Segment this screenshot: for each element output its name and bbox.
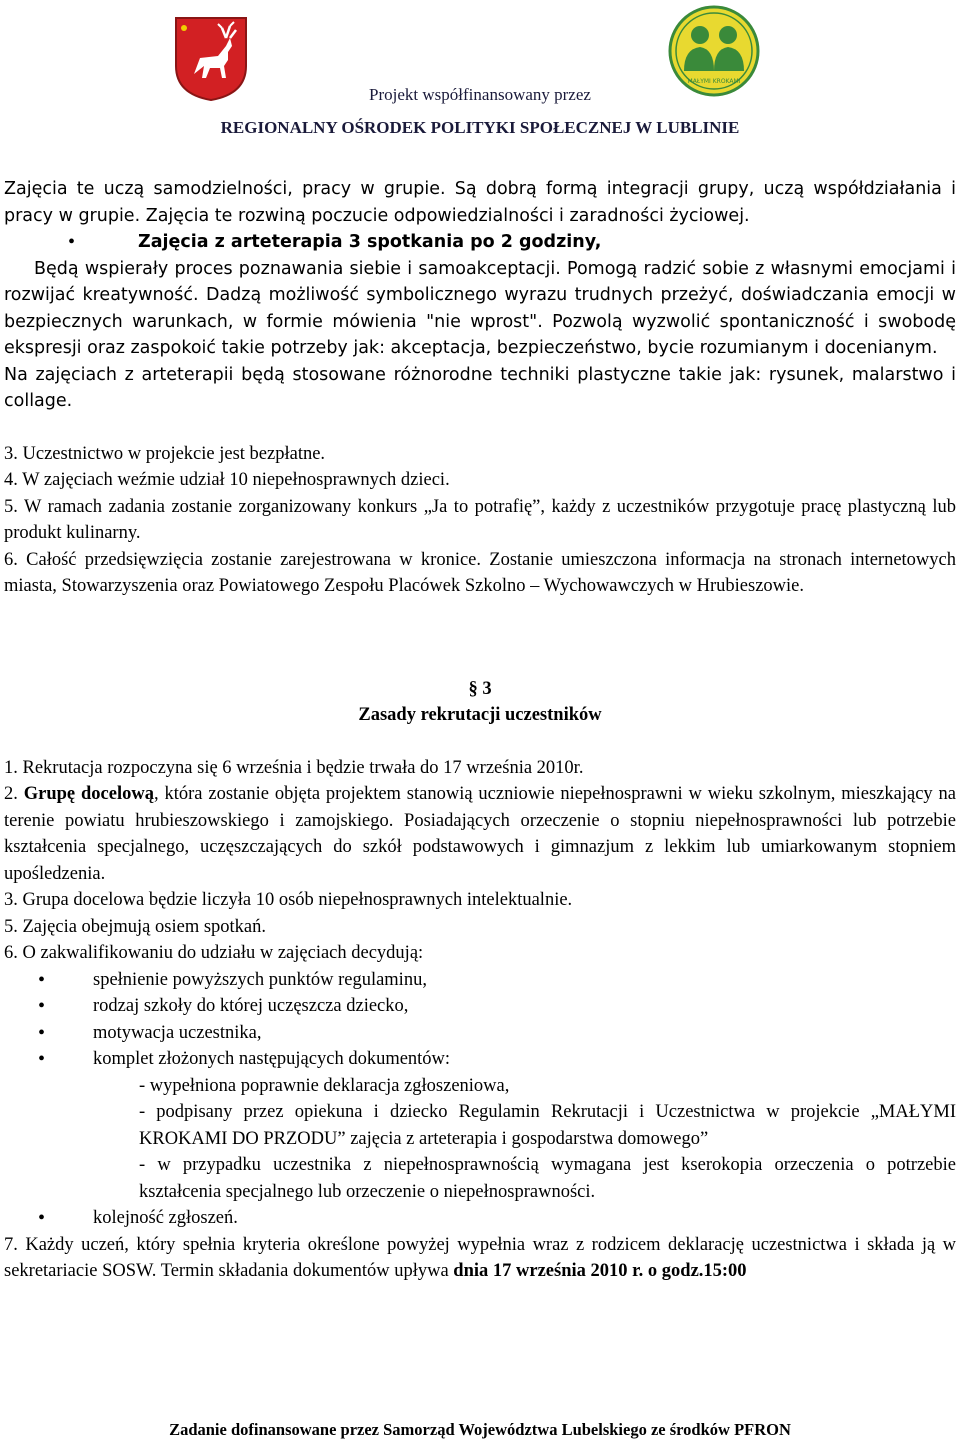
page-header	[0, 0, 960, 148]
section-title: Zasady rekrutacji uczestników	[358, 705, 602, 725]
rule-6: 6. O zakwalifikowaniu do udziału w zajęciach decydują:	[4, 943, 424, 963]
item-3: 3. Uczestnictwo w projekcie jest bezpłatne.	[4, 443, 326, 464]
criteria-item	[4, 993, 956, 1020]
bullet-icon: •	[38, 968, 46, 991]
document-body	[4, 176, 956, 1285]
arteterapia-part-d: Pozwolą wyzwolić spontaniczność i swobodę ekspresji oraz zaspokoić takie potrzeby jak: akceptacja, bezpieczeństwo, bycie rozumianym i docenianym.	[4, 311, 956, 358]
rule-2-bold: Grupę docelową	[23, 784, 154, 804]
criteria-text: motywacja uczestnika,	[93, 1022, 262, 1043]
bullet-icon: •	[38, 1021, 46, 1044]
header-line-1: Projekt współfinansowany przez	[369, 85, 591, 104]
arteterapia-part-a: Będą wspierały proces poznawania siebie i samoakceptacji.	[34, 258, 561, 279]
paragraph-techniques: Na zajęciach z arteterapii będą stosowane różnorodne techniki plastyczne takie jak: rysunek, malarstwo i collage.	[4, 364, 956, 411]
project-logo-icon	[668, 5, 760, 97]
bullet-arteterapia	[4, 229, 956, 256]
item-4: 4. W zajęciach weźmie udział 10 niepełnosprawnych dzieci.	[4, 470, 450, 490]
criteria-text: kolejność zgłoszeń.	[93, 1208, 238, 1228]
rule-2-text: , która zostanie objęta projektem stanowią uczniowie niepełnosprawni w wieku szkolnym, mieszkający na terenie powiatu hrubieszowskiego i zamojskiego. Posiadających orzeczenie o stopniu niepełnosprawności lub potrzebie kształcenia specjalnego, uczęszczających do szkół podstawowych i gimnazjum z lekkim lub umiarkowanym stopniem upośledzenia.	[4, 784, 956, 884]
document-item: - podpisany przez opiekuna i dziecko Regulamin Rekrutacji i Uczestnictwa w projekcie „MAŁYMI KROKAMI DO PRZODU” zajęcia z arteterapia i gospodarstwa domowego”	[139, 1102, 956, 1149]
rule-5: 5. Zajęcia obejmują osiem spotkań.	[4, 916, 267, 937]
rule-7	[4, 1232, 956, 1285]
criteria-item	[4, 1020, 956, 1047]
item-6: 6. Całość przedsięwzięcia zostanie zarejestrowana w kronice. Zostanie umieszczona informacja na stronach internetowych miasta, Stowarzyszenia oraz Powiatowego Zespołu Placówek Szkolno – Wychowawczych w Hrubieszowie.	[4, 549, 956, 596]
document-item: - wypełniona poprawnie deklaracja zgłoszeniowa,	[139, 1075, 510, 1096]
criteria-text: komplet złożonych następujących dokumentów:	[93, 1049, 451, 1069]
paragraph-arteterapia	[4, 256, 956, 362]
bullet-icon: •	[38, 1207, 46, 1229]
criteria-text: rodzaj szkoły do której uczęszcza dziecko,	[93, 996, 409, 1016]
rule-2	[4, 781, 956, 887]
criteria-item	[4, 1046, 956, 1073]
criteria-text: spełnienie powyższych punktów regulaminu,	[93, 969, 427, 990]
bullet-icon: •	[38, 995, 46, 1017]
section-number: § 3	[468, 678, 492, 699]
bullet-icon: •	[38, 1048, 46, 1070]
rule-1: 1. Rekrutacja rozpoczyna się 6 września i będzie trwała do 17 września 2010r.	[4, 757, 584, 778]
document-item: - w przypadku uczestnika z niepełnosprawnością wymagana jest kserokopia orzeczenia o potrzebie kształcenia specjalnego lub orzeczenie o niepełnosprawności.	[139, 1155, 956, 1202]
page-footer: Zadanie dofinansowane przez Samorząd Województwa Lubelskiego ze środków PFRON	[169, 1420, 791, 1439]
logo-text: MAŁYMI KROKAMI	[687, 78, 741, 85]
rule-7-deadline: dnia 17 września 2010 r. o godz.15:00	[453, 1261, 747, 1281]
rule-3: 3. Grupa docelowa będzie liczyła 10 osób niepełnosprawnych intelektualnie.	[4, 890, 573, 910]
header-line-2: REGIONALNY OŚRODEK POLITYKI SPOŁECZNEJ W LUBLINIE	[220, 118, 740, 137]
criteria-item	[4, 967, 956, 994]
item-5: 5. W ramach zadania zostanie zorganizowany konkurs „Ja to potrafię”, każdy z uczestników przygotuje pracę plastyczną lub produkt kulinarny.	[4, 496, 956, 543]
rule-2-number: 2.	[4, 784, 24, 804]
bullet-icon: •	[68, 231, 76, 253]
arteterapia-part-c: Dadzą możliwość symbolicznego wyrazu trudnych przeżyć, doświadczania emocji w bezpiecznych warunkach, w formie mówienia "nie wprost".	[4, 285, 956, 332]
arteterapia-part-b: Pomogą radzić sobie z własnymi emocjami i rozwijać kreatywność.	[4, 258, 956, 305]
paragraph-intro: Zajęcia te uczą samodzielności, pracy w grupie. Są dobrą formą integracji grupy, uczą współdziałania i pracy w grupie. Zajęcia te rozwiną poczucie odpowiedzialności i zaradności życiowej.	[4, 179, 956, 226]
rule-7-text: 7. Każdy uczeń, który spełnia kryteria określone powyżej wypełnia wraz z rodzicem deklarację uczestnictwa i składa ją w sekretariacie SOSW. Termin składania dokumentów upływa	[4, 1234, 956, 1281]
bullet-arteterapia-text: Zajęcia z arteterapia 3 spotkania po 2 godziny,	[138, 232, 602, 252]
criteria-item	[4, 1205, 956, 1232]
